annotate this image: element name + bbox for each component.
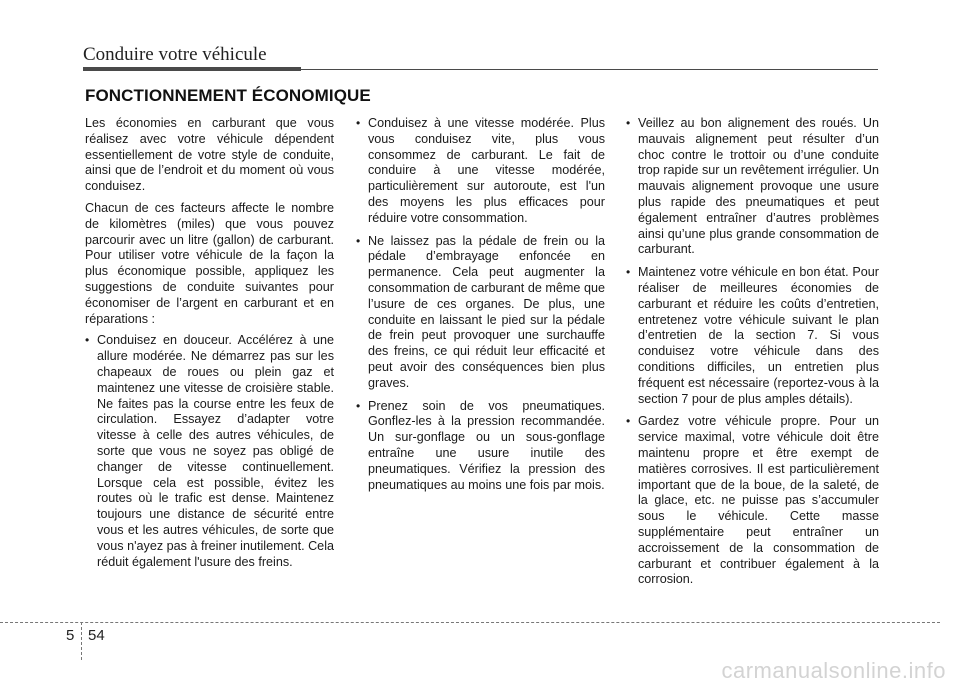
text-column-2 xyxy=(356,116,605,500)
list-item: • Conduisez à une vitesse modérée. Plus vous conduisez vite, plus vous consommez de carburant. Le fait de conduire à une vitesse modérée, particulièrement sur autoroute, est l'un des moyens les plus efficaces pour réduire votre consommation. xyxy=(356,116,605,227)
list-item: • Maintenez votre véhicule en bon état. Pour réaliser de meilleures économies de carburant et réduire les coûts d’entretien, entretenez votre véhicule suivant le plan d’entretien de la section 7. Si vous conduisez votre véhicule dans des conditions difficiles, un entretien plus fréquent est nécessaire (reportez-vous à la section 7 pour de plus amples détails). xyxy=(626,265,879,407)
watermark: carmanualsonline.info xyxy=(721,658,946,683)
bullet-list xyxy=(85,333,334,570)
list-item: • Ne laissez pas la pédale de frein ou la pédale d’embrayage enfoncée en permanence. Cela peut augmenter la consommation de carburant de même que l’usure de ces organes. De plus, une conduite en laissant le pied sur la pédale de frein peut provoquer une surchauffe des freins, ce qui réduit leur efficacité et peut avoir des conséquences bien plus graves. xyxy=(356,234,605,392)
paragraph: Les économies en carburant que vous réalisez avec votre véhicule dépendent essentiellement de votre style de conduite, ainsi que de l’endroit et du moment où vous conduisez. xyxy=(85,116,334,194)
footer-divider xyxy=(0,622,940,623)
text-column-1 xyxy=(85,116,334,577)
page-chapter-number: 5 xyxy=(66,627,75,644)
list-item: • Veillez au bon alignement des roués. Un mauvais alignement peut résulter d’un choc contre le trottoir ou d’une conduite trop rapide sur un revêtement irrégulier. Un mauvais alignement provoque une usure plus rapide des pneumatiques et peut également entraîner d’autres problèmes ainsi qu’une plus grande consommation de carburant. xyxy=(626,116,879,258)
list-item: • Gardez votre véhicule propre. Pour un service maximal, votre véhicule doit être maintenu propre et être exempt de matières corrosives. Il est particulièrement important que de la boue, de la saleté, de la glace, etc. ne puisse pas s’accumuler sous le véhicule. Cette masse supplémentaire peut entraîner un accroissement de la consommation de carburant et contribuer également à la corrosion. xyxy=(626,414,879,588)
page-number: 54 xyxy=(88,627,105,644)
header-rule-thin xyxy=(301,69,878,70)
header-rule-thick xyxy=(83,67,301,71)
chapter-title: Conduire votre véhicule xyxy=(83,44,267,65)
bullet-list xyxy=(626,116,879,588)
list-item: • Prenez soin de vos pneumatiques. Gonflez-les à la pression recommandée. Un sur-gonflage ou un sous-gonflage entraîne une usure inutile des pneumatiques. Vérifiez la pression des pneumatiques au moins une fois par mois. xyxy=(356,399,605,494)
text-column-3 xyxy=(626,116,879,595)
footer-page-separator xyxy=(81,622,82,660)
section-title: FONCTIONNEMENT ÉCONOMIQUE xyxy=(85,86,371,105)
list-item: • Conduisez en douceur. Accélérez à une allure modérée. Ne démarrez pas sur les chapeaux de roues ou plein gaz et maintenez une vitesse de croisière stable. Ne faites pas la course entre les feux de circulation. Essayez d’adapter votre vitesse à celle des autres véhicules, de sorte que vous ne soyez pas obligé de changer de vitesse continuellement. Lorsque cela est possible, évitez les routes où le trafic est dense. Maintenez toujours une distance de sécurité entre vous et les autres véhicules, de sorte que vous n'ayez pas à freiner inutilement. Cela réduit également l'usure des freins. xyxy=(85,333,334,570)
bullet-list xyxy=(356,116,605,493)
paragraph: Chacun de ces facteurs affecte le nombre de kilomètres (miles) que vous pouvez parcourir avec un litre (gallon) de carburant. Pour utiliser votre véhicule de la façon la plus économique possible, appliquez les suggestions de conduite suivantes pour économiser de l’argent en carburant et en réparations : xyxy=(85,200,334,326)
